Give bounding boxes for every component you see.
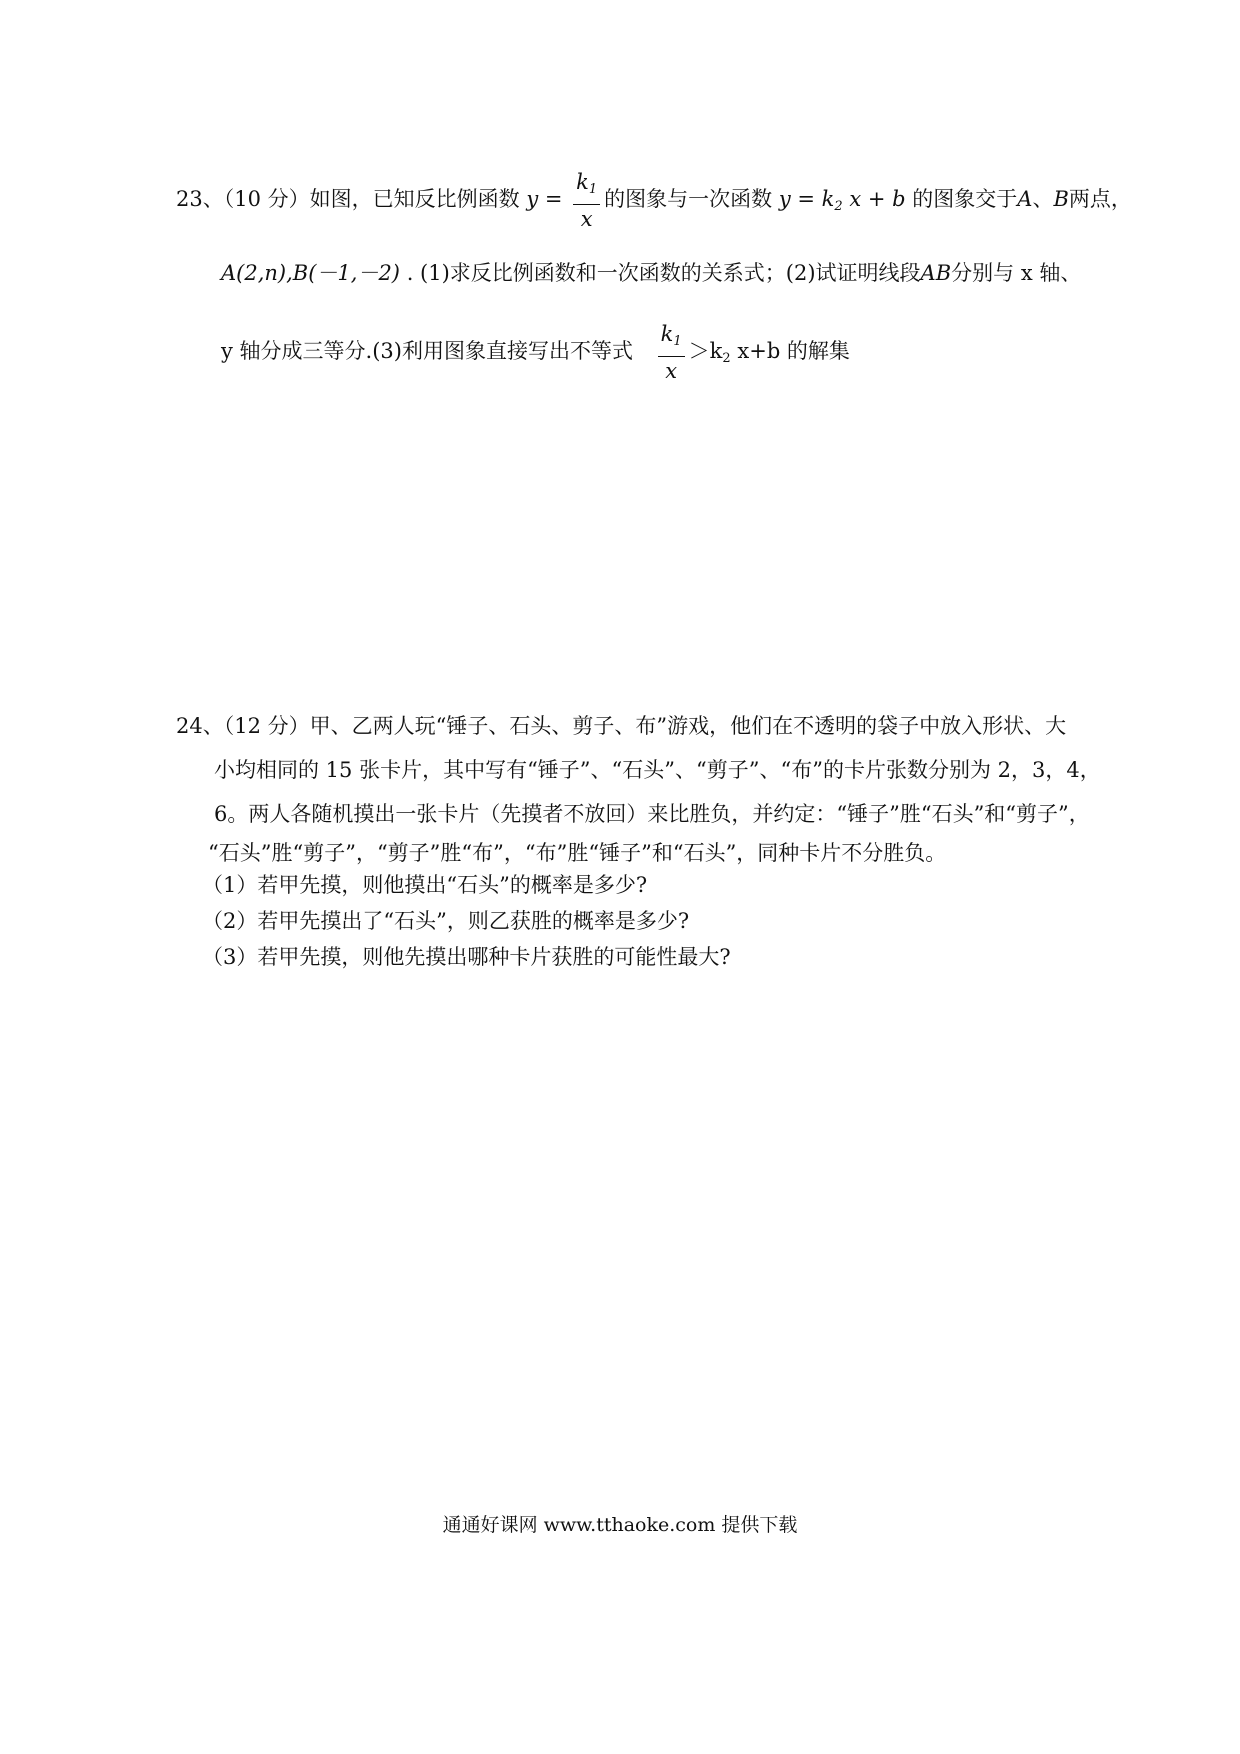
q23-ineq-gt: ＞k [688,339,723,363]
q23-part1: . (1)求反比例函数和一次函数的关系式；(2)试证明线段 [406,261,921,285]
q23-ineq-sub2: 2 [722,351,731,366]
q24-line-3: 6。两人各随机摸出一张卡片（先摸者不放回）来比胜负，并约定：“锤子”胜“石头”和“剪子”， [214,802,1090,826]
q23-line3a: y 轴分成三等分.(3)利用图象直接写出不等式 [221,339,633,363]
q23-y-eq: y = [526,187,563,211]
q23-end1: 的图象交于 [912,187,1018,211]
q23-intro: 如图，已知反比例函数 [309,187,520,211]
q23-score: （10 分） [223,187,310,211]
q23-ineq-den: x [665,359,678,383]
q23-linear-rest: x + b [849,187,906,211]
footer-credit: 通通好课网 www.tthaoke.com 提供下载 [442,1514,798,1536]
q23-line-3 [221,320,850,385]
q24-number: 24、 [176,714,224,738]
q23-ineq-fraction [658,320,685,385]
q24-subquestion-3: （3）若甲先摸，则他先摸出哪种卡片获胜的可能性最大? [202,945,731,969]
q23-frac-sub: 1 [588,182,598,197]
q23-part2: 分别与 x 轴、 [951,261,1082,285]
q23-sep: 、 [1032,187,1054,211]
q24-line-1 [176,711,1066,741]
q23-point-a-label: A [1017,187,1033,211]
q24-subquestion-2: （2）若甲先摸出了“石头”，则乙获胜的概率是多少? [202,909,690,933]
q23-ab: AB [920,261,952,285]
q23-ineq-sub: 1 [673,334,682,349]
q24-text-1: （12 分）甲、乙两人玩“锤子、石头、剪子、布”游戏，他们在不透明的袋子中放入形状、大 [223,714,1067,738]
q23-number: 23、 [176,187,224,211]
q23-ineq-rest: x+b 的解集 [737,339,850,363]
q23-end2: 两点， [1068,187,1132,211]
q23-linear-sub: 2 [834,199,843,214]
q23-fraction [573,168,600,233]
q23-ineq-num: k [660,322,674,346]
q23-frac-den: x [580,207,593,231]
q23-frac-num: k [576,170,589,194]
q24-line-2: 小均相同的 15 张卡片，其中写有“锤子”、“石头”、“剪子”、“布”的卡片张数分别为 2，3，4， [214,758,1101,782]
q23-linear-y: y = k [778,187,835,211]
q23-line-2 [221,258,1081,288]
q23-point-b-label: B [1053,187,1069,211]
q23-middle: 的图象与一次函数 [604,187,773,211]
q23-line-1 [176,168,1132,233]
q24-line-4: “石头”胜“剪子”，“剪子”胜“布”，“布”胜“锤子”和“石头”，同种卡片不分胜负。 [208,841,947,865]
q24-subquestion-1: （1）若甲先摸，则他摸出“石头”的概率是多少? [202,873,648,897]
q23-points: A(2,n),B(－1,－2) [221,261,401,285]
